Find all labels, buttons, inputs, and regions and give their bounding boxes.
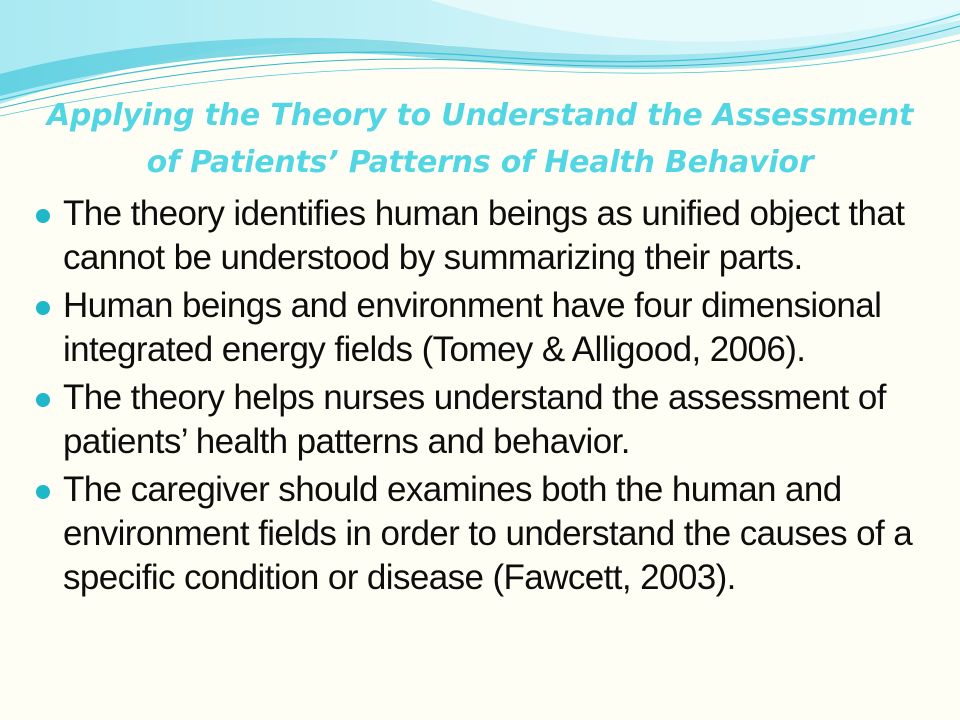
bullet-text: The theory identifies human beings as unified object that cannot be understood by summarizing their parts. [63,194,905,277]
bullet-dot-icon [36,393,50,407]
slide-title-line-1: Applying the Theory to Understand the Assessment [46,98,914,133]
bullet-text: The theory helps nurses understand the assessment of patients’ health patterns and behavior. [63,378,886,461]
slide-title-line-2: of Patients’ Patterns of Health Behavior [146,145,814,180]
slide-title [40,92,920,186]
bullet-item [36,468,936,600]
bullet-dot-icon [36,485,50,499]
bullet-item [36,284,936,372]
bullet-item [36,192,936,280]
bullet-dot-icon [36,301,50,315]
bullet-dot-icon [36,209,50,223]
bullet-item [36,376,936,464]
bullet-text: The caregiver should examines both the human and environment fields in order to understand the causes of a specific condition or disease (Fawcett, 2003). [63,470,913,597]
bullet-text: Human beings and environment have four dimensional integrated energy fields (Tomey & Alligood, 2006). [63,286,882,369]
bullet-list [36,192,936,604]
